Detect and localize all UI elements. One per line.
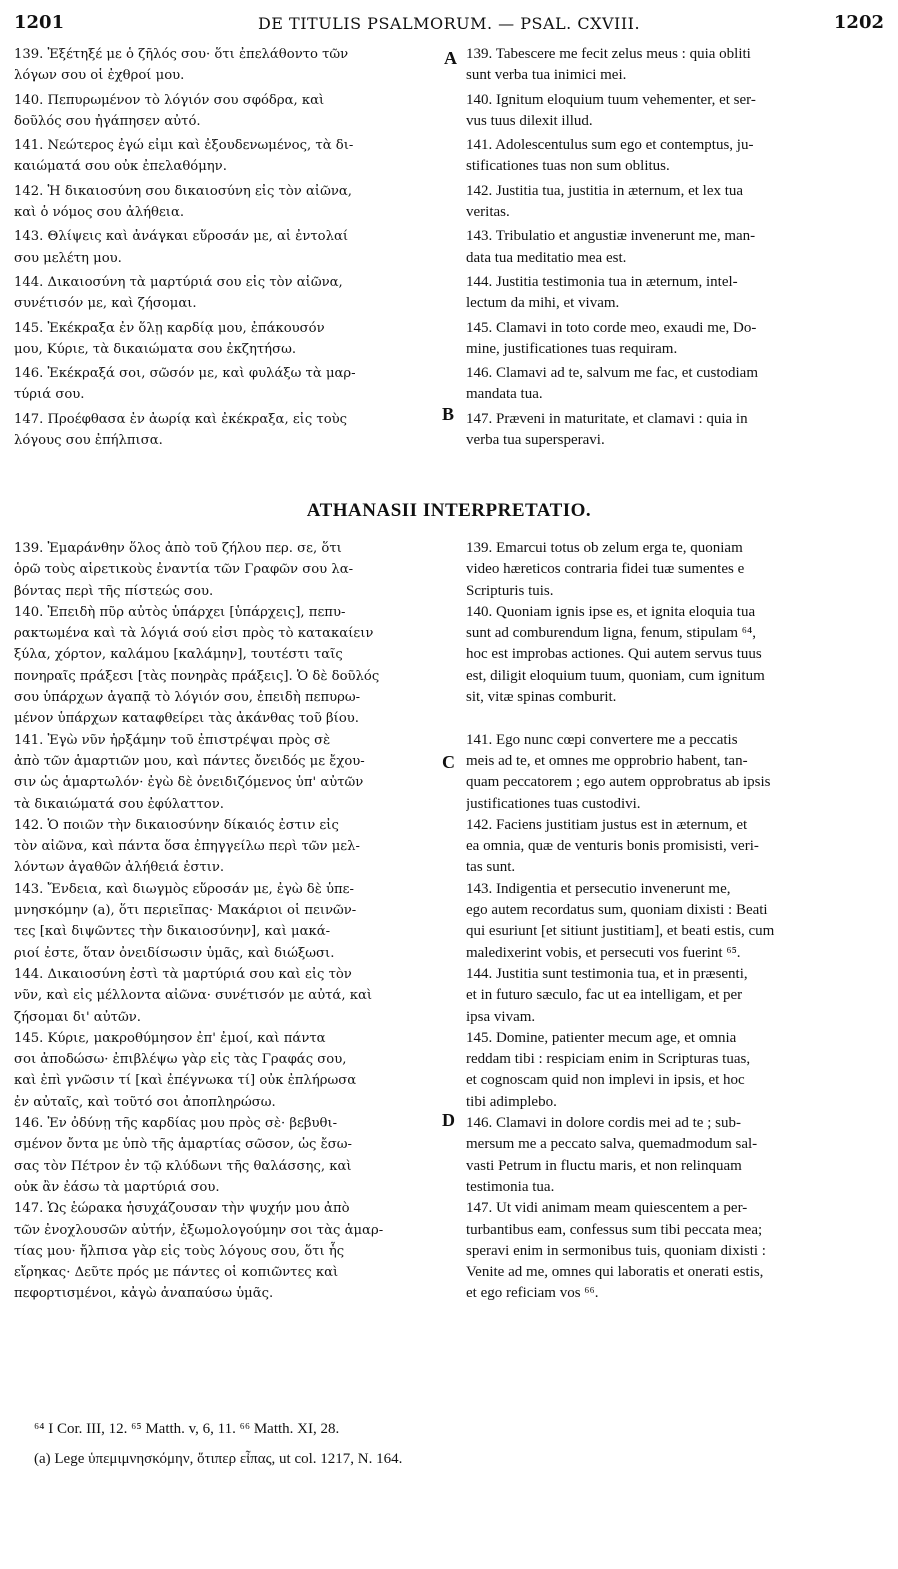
- page-header: [14, 12, 884, 38]
- verse-line: τίας μου· ἤλπισα γὰρ εἰς τοὺς λόγους σου, ὅτι ἧς: [14, 1243, 345, 1259]
- verse: [466, 964, 886, 1028]
- verse-line: ρακτωμένα καὶ τὰ λόγιά σού εἰσι πρὸς τὸ κατακαίειν: [14, 626, 374, 642]
- verse-line: 139. Ἐξέτηξέ με ὁ ζῆλός σου· ὅτι ἐπελάθοντο τῶν: [14, 47, 349, 62]
- verse-line: συνέτισόν με, καὶ ζήσομαι.: [14, 296, 197, 312]
- verse-line: καὶ ἐπὶ γνῶσιν τί [καὶ ἐπέγνωκα τί] οὐκ ἐπλήρωσα: [14, 1073, 357, 1089]
- verse-line: 141. Ἐγὼ νῦν ἠρξάμην τοῦ ἐπιστρέψαι πρὸς σὲ: [14, 732, 331, 748]
- greek-interpretation-text: [14, 538, 454, 1305]
- margin-marker-b: B: [442, 404, 455, 424]
- verse-line: vus tuus dilexit illud.: [466, 112, 593, 129]
- verse-line: 147. Ut vidi animam meam quiescentem a per-: [466, 1200, 748, 1217]
- verse: [466, 602, 886, 708]
- verse: [14, 1113, 454, 1198]
- verse-line: 139. Ἐμαράνθην ὅλος ἀπὸ τοῦ ζήλου περ. σε, ὅτι: [14, 541, 342, 556]
- verse-line: λόγους σου ἐπήλπισα.: [14, 433, 163, 449]
- verse-line: 147. Ὡς ἑώρακα ἡσυχάζουσαν τὴν ψυχήν μου ἀπὸ: [14, 1201, 350, 1217]
- verse-line: σοι ἀποδώσω· ἐπιβλέψω γὰρ εἰς τὰς Γραφάς σου,: [14, 1052, 347, 1068]
- verse-line: ξύλα, χόρτον, καλάμου [καλάμην], τουτέστι ταῖς: [14, 647, 343, 663]
- verse-line: σας τὸν Πέτρον ἐν τῷ κλύδωνι τῆς θαλάσσης, καὶ: [14, 1158, 352, 1174]
- verse-line: ἐν αὐταῖς, καὶ τοῦτό σοι ἀποπληρώσω.: [14, 1094, 276, 1110]
- verse-line: μου, Κύριε, τὰ δικαιώματα σου ἐκζητήσω.: [14, 341, 297, 357]
- verse: [466, 1113, 886, 1198]
- verse-line: 146. Ἐκέκραξά σοι, σῶσόν με, καὶ φυλάξω τὰ μαρ-: [14, 366, 356, 382]
- verse-line: ipsa vivam.: [466, 1008, 536, 1025]
- verse-line: et ego reficiam vos ⁶⁶.: [466, 1285, 599, 1302]
- verse: [14, 272, 454, 315]
- verse-line: justificationes tuas custodivi.: [466, 795, 641, 812]
- verse-line: quam peccatorem ; ego autem opprobratus ab ipsis: [466, 774, 771, 791]
- verse-line: 142. Faciens justitiam justus est in æternum, et: [466, 816, 748, 833]
- verse-line: sit, vitæ spinas comburit.: [466, 689, 617, 706]
- verse-line: ego autem recordatus sum, quoniam dixisti : Beati: [466, 902, 768, 919]
- latin-interpretation-text: [466, 538, 886, 1305]
- verse-line: video hæreticos contraria fidei tuæ sumentes e: [466, 561, 745, 578]
- verse-line: 144. Δικαιοσύνη ἐστὶ τὰ μαρτύριά σου καὶ εἰς τὸν: [14, 966, 352, 982]
- verse: [14, 964, 454, 1028]
- verse: [14, 44, 454, 87]
- verse-line: verba tua supersperavi.: [466, 432, 605, 449]
- verse-line: 143. Ἔνδεια, καὶ διωγμὸς εὕροσάν με, ἐγὼ δὲ ὑπε-: [14, 881, 354, 897]
- verse: [14, 1028, 454, 1113]
- verse-line: et in futuro sæculo, fac ut ea intelligam, et per: [466, 987, 743, 1004]
- column-number-right: 1202: [833, 12, 884, 33]
- verse-line: 139. Tabescere me fecit zelus meus : quia obliti: [466, 46, 751, 62]
- verse-line: sunt ad comburendum ligna, fenum, stipulam ⁶⁴,: [466, 625, 756, 642]
- verse-line: 142. Ἡ δικαιοσύνη σου δικαιοσύνη εἰς τὸν αἰῶνα,: [14, 183, 352, 199]
- verse-line: 140. Ἐπειδὴ πῦρ αὐτὸς ὑπάρχει [ὑπάρχεις], πεπυ-: [14, 604, 346, 620]
- verse: [466, 181, 886, 224]
- verse-line: speravi enim in sermonibus tuis, quoniam dixisti :: [466, 1242, 766, 1259]
- verse-line: 145. Ἐκέκραξα ἐν ὅλῃ καρδίᾳ μου, ἐπάκουσόν: [14, 320, 325, 336]
- verse-line: τὸν αἰῶνα, καὶ πάντα ὅσα ἐπηγγείλω περὶ τῶν μελ-: [14, 839, 360, 855]
- verse: [14, 226, 454, 269]
- verse: [466, 879, 886, 964]
- verse-line: σου μελέτη μου.: [14, 250, 122, 266]
- verse-line: 147. Præveni in maturitate, et clamavi : quia in: [466, 410, 748, 427]
- section-title: ATHANASII INTERPRETATIO.: [306, 500, 592, 521]
- verse-line: 143. Tribulatio et angustiæ invenerunt me, man-: [466, 228, 756, 245]
- verse-line: οὐκ ἂν ἐάσω τὰ μαρτύριά σου.: [14, 1179, 220, 1195]
- verse-line: σιν ὡς ἁμαρτωλόν· ἐγὼ δὲ ὀνειδιζόμενος ὑπ' αὐτῶν: [14, 775, 364, 791]
- verse-line: 146. Clamavi ad te, salvum me fac, et custodiam: [466, 365, 759, 382]
- verse-line: ἀπὸ τῶν ἁμαρτιῶν μου, καὶ πάντες ὄνειδός με ἔχου-: [14, 753, 365, 769]
- verse: [14, 135, 454, 178]
- verse-line: 144. Justitia sunt testimonia tua, et in præsenti,: [466, 965, 748, 982]
- verse-line: 144. Justitia testimonia tua in æternum, intel-: [466, 273, 738, 290]
- verse: [14, 90, 454, 133]
- verse-line: δοῦλός σου ἠγάπησεν αὐτό.: [14, 113, 201, 129]
- verse: [466, 226, 886, 269]
- verse-line: 144. Δικαιοσύνη τὰ μαρτύριά σου εἰς τὸν αἰῶνα,: [14, 274, 343, 290]
- verse-line: ριοί ἐστε, ὅταν ὀνειδίσωσιν ὑμᾶς, καὶ διώξωσι.: [14, 945, 335, 961]
- verse: [14, 602, 454, 730]
- verse-line: maledixerint vobis, et persecuti vos fuerint ⁶⁵.: [466, 944, 741, 961]
- verse-line: turbantibus eam, confessus sum tibi peccata mea;: [466, 1221, 763, 1238]
- verse-line: qui esuriunt [et sitiunt justitiam], et beati estis, cum: [466, 923, 775, 940]
- verse-line: τὰ δικαιώματά σου ἐφύλαττον.: [14, 796, 224, 812]
- verse-line: πεφορτισμένοι, κἀγὼ ἀναπαύσω ὑμᾶς.: [14, 1286, 274, 1302]
- verse-line: vasti Petrum in fluctu maris, et non relinquam: [466, 1157, 742, 1174]
- verse-line: 147. Προέφθασα ἐν ἀωρίᾳ καὶ ἐκέκραξα, εἰς τοὺς: [14, 411, 348, 427]
- verse-line: νῦν, καὶ εἰς μέλλοντα αἰῶνα· συνέτισόν με αὐτά, καὶ: [14, 988, 373, 1004]
- verse: [466, 538, 886, 602]
- verse: [14, 363, 454, 406]
- verse-line: tibi adimplebo.: [466, 1093, 557, 1110]
- verse: [466, 272, 886, 315]
- verse-line: veritas.: [466, 204, 510, 221]
- verse: [14, 181, 454, 224]
- verse-line: εἴρηκας· Δεῦτε πρός με πάντες οἱ κοπιῶντες καὶ: [14, 1265, 339, 1281]
- verse-line: τύριά σου.: [14, 387, 85, 403]
- verse-line: σμένον ὄντα με ὑπὸ τῆς ἁμαρτίας σῶσον, ὡς ἔσω-: [14, 1137, 352, 1153]
- verse-line: est, diligit eloquium tuum, quoniam, cum ignitum: [466, 667, 765, 684]
- verse-line: σου ὑπάρχων ἀγαπᾷ τὸ λόγιόν σου, ἐπειδὴ πεπυρω-: [14, 690, 361, 706]
- margin-marker-c: C: [442, 752, 455, 772]
- verse-line: lectum da mihi, et vivam.: [466, 295, 620, 312]
- verse-line: mandata tua.: [466, 386, 543, 403]
- verse-line: et cognoscam quid non implevi in ipsis, et hoc: [466, 1072, 745, 1089]
- verse: [14, 879, 454, 964]
- verse-line: 142. Ὁ ποιῶν τὴν δικαιοσύνην δίκαιός ἐστιν εἰς: [14, 817, 339, 833]
- verse-line: testimonia tua.: [466, 1178, 555, 1195]
- verse-line: ὁρῶ τοὺς αἱρετικοὺς ἐναντία τῶν Γραφῶν σου λα-: [14, 562, 354, 578]
- verse: [466, 1198, 886, 1304]
- verse-line: hoc est improbas actiones. Qui autem servus tuus: [466, 646, 762, 663]
- verse-line: λόγων σου οἱ ἐχθροί μου.: [14, 68, 185, 84]
- verse-line: 140. Ignitum eloquium tuum vehementer, et ser-: [466, 91, 756, 108]
- running-title: DE TITULIS PSALMORUM. — PSAL. CXVIII.: [257, 14, 641, 33]
- verse-line: 146. Ἐν ὀδύνῃ τῆς καρδίας μου πρὸς σὲ· βεβυθι-: [14, 1116, 338, 1132]
- verse-line: stificationes tuas non sum oblitus.: [466, 158, 670, 175]
- verse: [14, 409, 454, 452]
- verse-line: καιώματά σου οὐκ ἐπελαθόμην.: [14, 159, 227, 175]
- verse-line: λόντων ἀγαθῶν ἀλήθειά ἐστιν.: [14, 860, 225, 876]
- verse-line: 140. Πεπυρωμένον τὸ λόγιόν σου σφόδρα, καὶ: [14, 92, 325, 108]
- verse: [14, 538, 454, 602]
- verse-line: 146. Clamavi in dolore cordis mei ad te ; sub-: [466, 1115, 741, 1132]
- verse: [466, 135, 886, 178]
- verse: [14, 318, 454, 361]
- verse-line: μνησκόμην (a), ὅτι περιεῖπας· Μακάριοι οἱ πεινῶν-: [14, 903, 357, 919]
- verse-line: ea omnia, quæ de venturis bonis promisisti, veri-: [466, 838, 759, 855]
- verse: [466, 815, 886, 879]
- margin-marker-a: A: [444, 48, 457, 68]
- verse-line: mersum me a peccato salva, quemadmodum sal-: [466, 1136, 758, 1153]
- verse-line: βόντας περὶ τῆς πίστεώς σου.: [14, 583, 214, 599]
- verse-line: data tua meditatio mea est.: [466, 249, 627, 266]
- verse-line: 139. Emarcui totus ob zelum erga te, quoniam: [466, 540, 743, 556]
- verse-line: καὶ ὁ νόμος σου ἀλήθεια.: [14, 205, 185, 221]
- verse-line: 140. Quoniam ignis ipse es, et ignita eloquia tua: [466, 603, 756, 620]
- verse-line: mine, justificationes tuas requiram.: [466, 340, 678, 357]
- verse-line: πονηραῖς πράξεσι [τὰς πονηρὰς πράξεις]. Ὁ δὲ δοῦλός: [14, 668, 380, 684]
- margin-marker-d: D: [442, 1110, 455, 1130]
- verse-line: τες [καὶ διψῶντες τὴν δικαιοσύνην], καὶ μακά-: [14, 924, 331, 940]
- scripture-references: ⁶⁴ I Cor. III, 12. ⁶⁵ Matth. v, 6, 11. ⁶⁶ Matth. XI, 28.: [34, 1421, 340, 1437]
- verse-line: 142. Justitia tua, justitia in æternum, et lex tua: [466, 182, 744, 199]
- verse: [466, 1028, 886, 1113]
- verse-line: sunt verba tua inimici mei.: [466, 67, 627, 84]
- verse-line: 141. Ego nunc cœpi convertere me a peccatis: [466, 731, 738, 748]
- verse: [14, 730, 454, 815]
- verse-line: 143. Θλίψεις καὶ ἀνάγκαι εὕροσάν με, αἱ ἐντολαί: [14, 229, 349, 245]
- verse-line: 141. Νεώτερος ἐγώ εἰμι καὶ ἐξουδενωμένος, τὰ δι-: [14, 138, 354, 154]
- footnote-a: (a) Lege ὑπεμιμνησκόμην, ὅτιπερ εἶπας, ut col. 1217, N. 164.: [34, 1451, 403, 1467]
- verse: [466, 90, 886, 133]
- verse: [466, 44, 886, 87]
- verse-line: 143. Indigentia et persecutio invenerunt me,: [466, 880, 731, 897]
- verse-line: Venite ad me, omnes qui laboratis et onerati estis,: [466, 1264, 764, 1281]
- verse-line: 145. Domine, patienter mecum age, et omnia: [466, 1029, 737, 1046]
- verse: [14, 815, 454, 879]
- verse: [466, 730, 886, 815]
- verse-line: ζήσομαι δι' αὐτῶν.: [14, 1009, 141, 1025]
- verse-line: μένον ὑπάρχων καταφθείρει τὰς ἀκάνθας τοῦ βίου.: [14, 711, 359, 727]
- verse-line: tas sunt.: [466, 859, 516, 876]
- verse-line: reddam tibi : respiciam enim in Scripturas tuas,: [466, 1051, 751, 1068]
- verse-line: meis ad te, et omnes me opprobrio habent, tan-: [466, 752, 748, 769]
- latin-psalm-text: [466, 44, 886, 451]
- verse: [466, 318, 886, 361]
- verse-line: 145. Clamavi in toto corde meo, exaudi me, Do-: [466, 319, 757, 336]
- verse: [466, 409, 886, 452]
- verse: [466, 363, 886, 406]
- verse-line: 145. Κύριε, μακροθύμησον ἐπ' ἐμοί, καὶ πάντα: [14, 1030, 326, 1046]
- greek-psalm-text: [14, 44, 454, 451]
- verse: [14, 1198, 454, 1304]
- verse-line: Scripturis tuis.: [466, 582, 554, 599]
- column-number-left: 1201: [14, 12, 65, 33]
- verse-line: 141. Adolescentulus sum ego et contemptus, ju-: [466, 137, 754, 154]
- verse-line: τῶν ἐνοχλουσῶν αὐτήν, ἐξωμολογούμην σοι τὰς ἁμαρ-: [14, 1222, 384, 1238]
